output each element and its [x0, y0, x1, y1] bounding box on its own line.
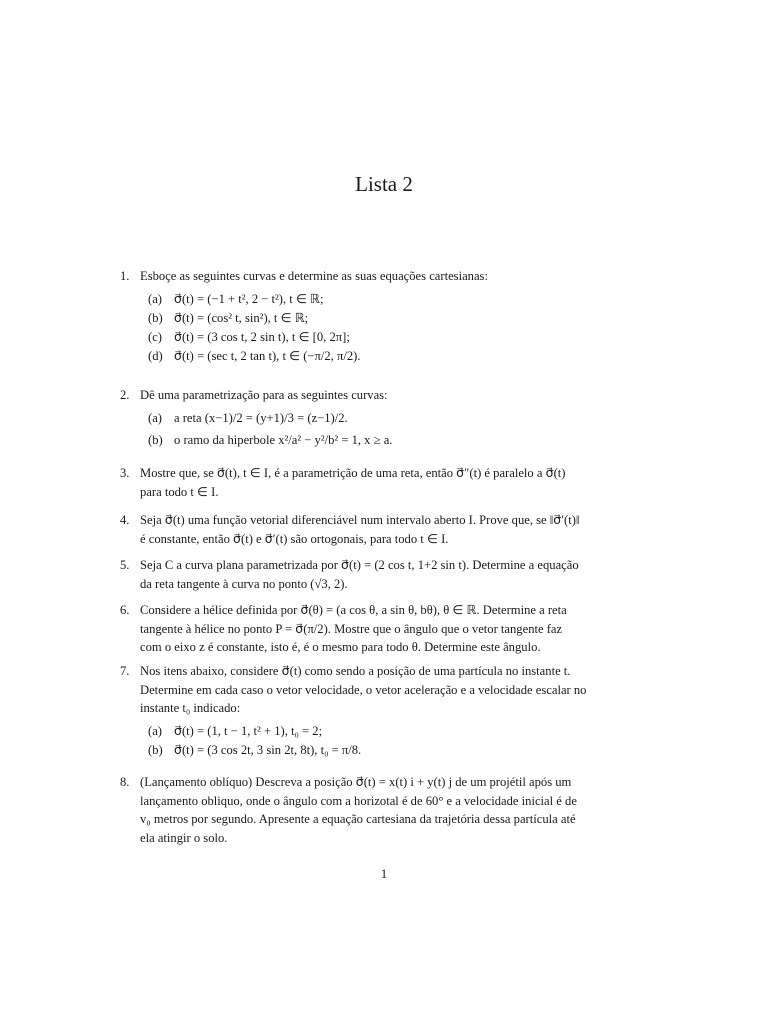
problem-4 — [120, 511, 665, 548]
problem-text-line: Dê uma parametrização para as seguintes curvas: — [140, 388, 388, 402]
problem-number: 1. — [120, 269, 130, 283]
problem-text-line: Seja C a curva plana parametrizada por σ⃗(t) = (2 cos t, 1+2 sin t). Determine a equação — [140, 558, 579, 572]
problem-text-line: Mostre que, se σ⃗(t), t ∈ I, é a parametrição de uma reta, então σ⃗″(t) é paralelo a σ⃗(t) — [140, 466, 566, 480]
item-list — [148, 409, 665, 453]
problem-text-line: Determine em cada caso o vetor velocidade, o vetor aceleração e a velocidade escalar no — [140, 682, 587, 697]
problem-text-line: v₀ metros por segundo. Apresente a equação cartesiana da trajetória dessa partícula até — [140, 812, 576, 826]
problem-text-line: Considere a hélice definida por σ⃗(θ) = (a cos θ, a sin θ, bθ), θ ∈ ℝ. Determine a reta — [140, 603, 567, 617]
problem-number: 5. — [120, 558, 130, 572]
list-item: (a) a reta (x−1)/2 = (y+1)/3 = (z−1)/2. — [148, 410, 348, 425]
problem-text-line: lançamento obliquo, onde o ângulo com a horizotal é de 60° e a velocidade inicial é de — [140, 793, 577, 808]
list-item: (c) σ⃗(t) = (3 cos t, 2 sin t), t ∈ [0, 2π]; — [148, 329, 350, 344]
problem-text-line: Nos itens abaixo, considere σ⃗(t) como sendo a posição de uma partícula no instante t. — [140, 664, 571, 678]
problem-number: 6. — [120, 603, 130, 617]
list-item: (b) σ⃗(t) = (3 cos 2t, 3 sin 2t, 8t), t₀ = π/8. — [148, 742, 362, 757]
item-list — [148, 290, 665, 366]
problem-text-line: instante t₀ indicado: — [140, 701, 241, 715]
list-item: (a) σ⃗(t) = (1, t − 1, t² + 1), t₀ = 2; — [148, 723, 323, 738]
list-item: (b) σ⃗(t) = (cos² t, sin²), t ∈ ℝ; — [148, 310, 309, 325]
problem-1 — [120, 267, 665, 366]
problem-text-line: é constante, então σ⃗(t) e σ⃗′(t) são ortogonais, para todo t ∈ I. — [140, 531, 449, 546]
problem-number: 4. — [120, 513, 130, 527]
list-item: (a) σ⃗(t) = (−1 + t², 2 − t²), t ∈ ℝ; — [148, 291, 324, 306]
problem-number: 3. — [120, 466, 130, 480]
problem-number: 8. — [120, 775, 130, 789]
page-title: Lista 2 — [355, 172, 413, 196]
list-item: (b) o ramo da hiperbole x²/a² − y²/b² = 1, x ≥ a. — [148, 432, 393, 447]
problem-text-line: da reta tangente à curva no ponto (√3, 2). — [140, 576, 348, 591]
problem-text-line: tangente à hélice no ponto P = σ⃗(π/2). Mostre que o ângulo que o vetor tangente faz — [140, 621, 563, 636]
problem-text-line: ela atingir o solo. — [140, 830, 228, 845]
problem-number: 7. — [120, 664, 130, 678]
problem-2 — [120, 386, 665, 453]
problem-3 — [120, 464, 665, 501]
problem-5 — [120, 556, 665, 593]
item-list — [148, 722, 665, 760]
list-item: (d) σ⃗(t) = (sec t, 2 tan t), t ∈ (−π/2, π/2). — [148, 348, 361, 363]
problem-number: 2. — [120, 388, 130, 402]
page-number: 1 — [380, 866, 388, 881]
problem-text-line: Esboçe as seguintes curvas e determine as suas equações cartesianas: — [140, 269, 488, 283]
problem-8 — [120, 773, 665, 847]
problem-text-line: com o eixo z é constante, isto é, é o mesmo para todo θ. Determine este ângulo. — [140, 640, 541, 654]
problem-6 — [120, 601, 665, 657]
problem-text-line: (Lançamento oblíquo) Descreva a posição σ⃗(t) = x(t) i + y(t) j de um projétil após um — [140, 775, 572, 789]
problem-text-line: Seja σ⃗(t) uma função vetorial diferenciável num intervalo aberto I. Prove que, se ‖σ⃗′(t)‖ — [140, 513, 580, 527]
problem-text-line: para todo t ∈ I. — [140, 484, 219, 499]
problem-7 — [120, 662, 665, 760]
